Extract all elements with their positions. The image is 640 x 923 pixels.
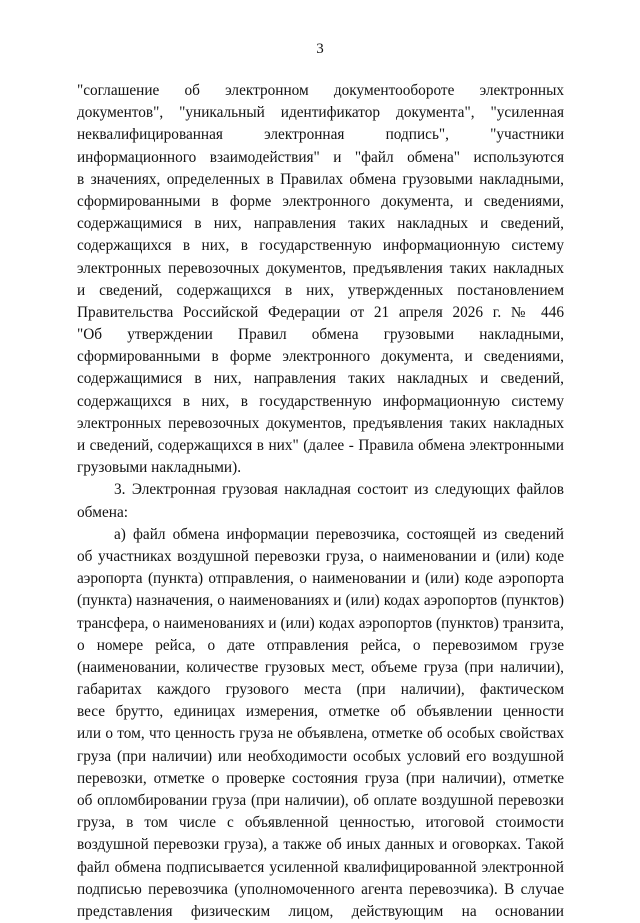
text-line: трансфера, о наименованиях и (или) кодах аэропортов (пунктов) транзита, (77, 614, 564, 632)
text-line: обмена: (77, 503, 128, 521)
text-line: "соглашение об электронном документообороте электронных (77, 82, 564, 99)
text-line: содержащимися в них, направления таких накладных и сведений, (77, 215, 564, 233)
text-line: Правительства Российской Федерации от 21 апреля 2026 г. № 446 (77, 303, 564, 321)
text-line: груза, в том числе с объявленной ценностью, итоговой стоимости (77, 814, 564, 832)
text-line: а) файл обмена информации перевозчика, состоящей из сведений (114, 525, 564, 543)
page-number: 3 (316, 41, 324, 57)
text-line: "Об утверждении Правил обмена грузовыми накладными, (77, 326, 564, 344)
text-line: содержащимися в них, направления таких накладных и сведений, (77, 370, 564, 388)
text-line: груза (при наличии) или необходимости особых условий его воздушной (77, 747, 564, 765)
text-line: неквалифицированная электронная подпись", "участники (77, 126, 564, 144)
text-line: об опломбировании груза (при наличии), об оплате воздушной перевозки (77, 792, 564, 809)
document-body-text (77, 80, 564, 923)
text-line: габаритах каждого грузового места (при наличии), фактическом (77, 681, 564, 699)
text-line: электронных перевозочных документов, предъявления таких накладных (77, 259, 564, 277)
text-line: (наименовании, количестве грузовых мест, объеме груза (при наличии), (77, 658, 564, 676)
text-line: весе брутто, единицах измерения, отметке об объявлении ценности (77, 703, 564, 721)
text-line: и сведений, содержащихся в них" (далее - Правила обмена электронными (77, 437, 564, 454)
text-line: аэропорта (пункта) отправления, о наименовании и (или) коде аэропорта (77, 570, 564, 588)
text-line: информационного взаимодействия" и "файл обмена" используются (77, 148, 564, 166)
text-line: содержащихся в них, в государственную информационную систему (77, 392, 564, 410)
text-line: об участниках воздушной перевозки груза, о наименовании и (или) коде (77, 547, 564, 565)
text-line: 3. Электронная грузовая накладная состоит из следующих файлов (114, 481, 564, 499)
text-line: перевозки, отметке о проверке состояния груза (при наличии), отметке (77, 769, 564, 787)
text-line: (пункта) назначения, о наименованиях и (или) кодах аэропортов (пунктов) (77, 592, 564, 610)
text-line: воздушной перевозки груза), а также об иных данных и оговорках. Такой (77, 836, 564, 854)
text-line: и сведений, содержащихся в них, утвержденных постановлением (77, 281, 564, 299)
text-line: или о том, что ценность груза не объявлена, отметке об особых свойствах (77, 725, 564, 743)
text-line: электронных перевозочных документов, предъявления таких накладных (77, 414, 564, 432)
text-line: файл обмена подписывается усиленной квалифицированной электронной (77, 858, 564, 876)
text-line: о номере рейса, о дате отправления рейса, о перевозимом грузе (77, 636, 564, 654)
text-line: сформированными в форме электронного документа, и сведениями, (77, 348, 564, 366)
text-line: сформированными в форме электронного документа, и сведениями, (77, 192, 564, 210)
text-line: в значениях, определенных в Правилах обмена грузовыми накладными, (77, 170, 564, 188)
text-line: документов", "уникальный идентификатор документа", "усиленная (77, 104, 564, 122)
text-line: представления физическим лицом, действующим на основании (77, 902, 564, 920)
text-line: подписью перевозчика (уполномоченного агента перевозчика). В случае (77, 880, 564, 898)
text-line: содержащихся в них, в государственную информационную систему (77, 237, 564, 255)
text-line: грузовыми накладными). (77, 459, 242, 477)
